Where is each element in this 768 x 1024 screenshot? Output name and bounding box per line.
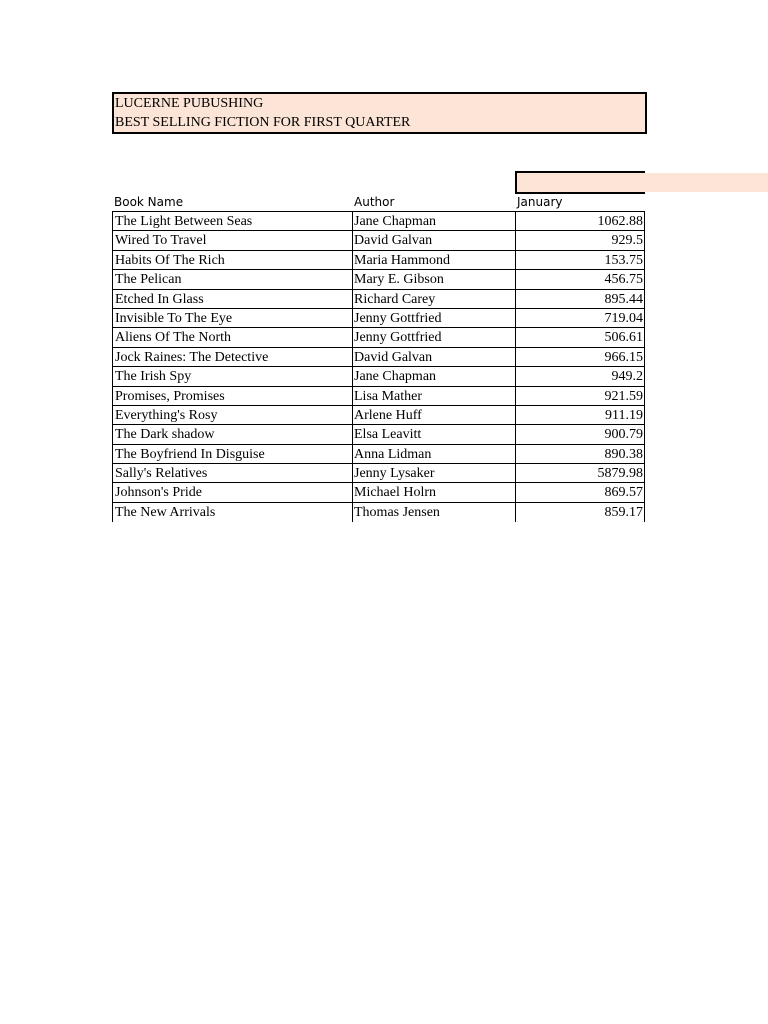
cell-author[interactable]: David Galvan [352,231,515,249]
cell-january[interactable]: 929.5 [515,231,645,249]
column-header-january[interactable]: January [517,195,563,209]
cell-author[interactable]: Thomas Jensen [352,503,515,522]
cell-author[interactable]: Jenny Gottfried [352,328,515,346]
month-header-fill [645,173,768,192]
table-row [112,464,645,483]
cell-author[interactable]: David Galvan [352,348,515,366]
cell-author[interactable]: Elsa Leavitt [352,425,515,443]
cell-author[interactable]: Michael Holrn [352,483,515,501]
report-title: BEST SELLING FICTION FOR FIRST QUARTER [115,115,411,130]
table-row [112,328,645,347]
cell-book-name[interactable]: The Irish Spy [112,367,352,385]
cell-author[interactable]: Arlene Huff [352,406,515,424]
table-row [112,309,645,328]
cell-book-name[interactable]: Sally's Relatives [112,464,352,482]
cell-book-name[interactable]: Etched In Glass [112,290,352,308]
cell-january[interactable]: 859.17 [515,503,645,522]
table-row [112,483,645,502]
cell-book-name[interactable]: The Dark shadow [112,425,352,443]
cell-january[interactable]: 1062.88 [515,212,645,230]
company-title: LUCERNE PUBUSHING [115,96,264,111]
cell-author[interactable]: Jenny Lysaker [352,464,515,482]
table-row [112,251,645,270]
cell-author[interactable]: Maria Hammond [352,251,515,269]
cell-book-name[interactable]: Jock Raines: The Detective [112,348,352,366]
table-row [112,290,645,309]
table-row [112,406,645,425]
title-block[interactable] [112,92,647,134]
table-row [112,387,645,406]
table-row [112,425,645,444]
cell-book-name[interactable]: Aliens Of The North [112,328,352,346]
cell-january[interactable]: 911.19 [515,406,645,424]
month-header-cell[interactable] [515,171,645,194]
table-row [112,231,645,250]
table-row [112,348,645,367]
cell-book-name[interactable]: The Boyfriend In Disguise [112,445,352,463]
column-header-book-name[interactable]: Book Name [114,195,184,209]
cell-january[interactable]: 719.04 [515,309,645,327]
cell-january[interactable]: 921.59 [515,387,645,405]
table-row [112,445,645,464]
table-row [112,503,645,522]
cell-author[interactable]: Lisa Mather [352,387,515,405]
cell-book-name[interactable]: The Light Between Seas [112,212,352,230]
cell-january[interactable]: 456.75 [515,270,645,288]
cell-january[interactable]: 869.57 [515,483,645,501]
table-row [112,367,645,386]
column-header-author[interactable]: Author [354,195,395,209]
cell-author[interactable]: Anna Lidman [352,445,515,463]
cell-january[interactable]: 506.61 [515,328,645,346]
cell-january[interactable]: 895.44 [515,290,645,308]
cell-january[interactable]: 949.2 [515,367,645,385]
cell-book-name[interactable]: The Pelican [112,270,352,288]
cell-author[interactable]: Jane Chapman [352,367,515,385]
cell-january[interactable]: 153.75 [515,251,645,269]
cell-book-name[interactable]: Habits Of The Rich [112,251,352,269]
cell-author[interactable]: Richard Carey [352,290,515,308]
cell-author[interactable]: Jane Chapman [352,212,515,230]
cell-book-name[interactable]: The New Arrivals [112,503,352,522]
cell-book-name[interactable]: Promises, Promises [112,387,352,405]
sales-table [112,211,645,522]
cell-january[interactable]: 966.15 [515,348,645,366]
cell-book-name[interactable]: Wired To Travel [112,231,352,249]
cell-book-name[interactable]: Invisible To The Eye [112,309,352,327]
cell-book-name[interactable]: Everything's Rosy [112,406,352,424]
cell-author[interactable]: Jenny Gottfried [352,309,515,327]
table-row [112,212,645,231]
cell-book-name[interactable]: Johnson's Pride [112,483,352,501]
cell-january[interactable]: 900.79 [515,425,645,443]
cell-january[interactable]: 5879.98 [515,464,645,482]
cell-january[interactable]: 890.38 [515,445,645,463]
table-row [112,270,645,289]
cell-author[interactable]: Mary E. Gibson [352,270,515,288]
